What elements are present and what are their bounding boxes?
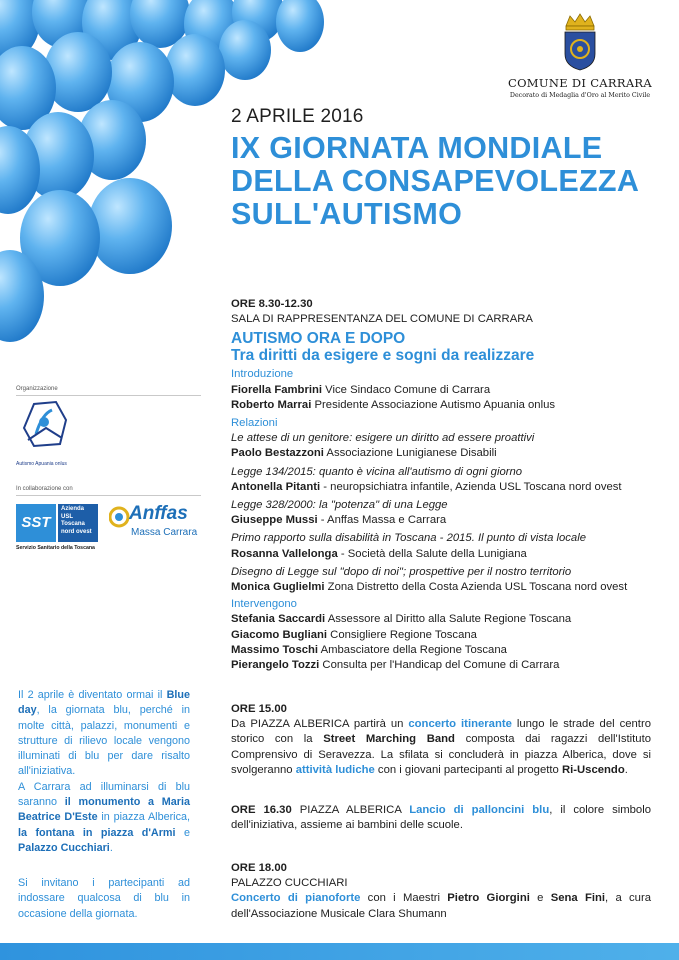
event-title	[231, 132, 639, 231]
talk-speaker	[231, 480, 651, 495]
talk-speaker	[231, 580, 651, 595]
blue-day-info	[18, 688, 190, 856]
logo-subtitle: Decorato di Medaglia d'Oro al Merito Civile	[509, 92, 651, 99]
title-line-2: DELLA CONSAPEVOLEZZA	[231, 164, 640, 198]
title-line-1: IX GIORNATA MONDIALE	[231, 131, 603, 165]
panel-speaker	[231, 628, 651, 643]
speaker-name: Pierangelo Tozzi	[231, 659, 320, 672]
anffas-name: Anffas	[129, 503, 188, 524]
panel-speaker	[231, 612, 651, 627]
session-description	[231, 891, 651, 921]
comune-logo	[505, 12, 655, 99]
talk-speaker	[231, 513, 651, 528]
talk-topic: Primo rapporto sulla disabilità in Toscana - 2015. Il punto di vista locale	[231, 532, 587, 545]
session-balloons	[231, 803, 651, 833]
org-label: Organizzazione	[16, 386, 58, 392]
speaker-name: Rosanna Vallelonga	[231, 547, 338, 560]
talk-topic: Legge 328/2000: la "potenza" di una Legge	[231, 499, 448, 512]
highlight: la fontana in piazza d'Armi	[18, 826, 176, 839]
highlight: Lancio di palloncini blu	[409, 804, 550, 816]
highlight: Concerto di pianoforte	[231, 892, 361, 905]
speaker-name: Massimo Toschi	[231, 643, 319, 656]
session-place: PALAZZO CUCCHIARI	[231, 877, 348, 890]
session-time: ORE 16.30	[231, 804, 292, 816]
session-evening	[231, 861, 651, 922]
talk-topic: Legge 134/2015: quanto è vicina all'autismo di ogni giorno	[231, 465, 523, 478]
speaker-name: Roberto Marrai	[231, 398, 312, 411]
speaker-role: - Anffas Massa e Carrara	[317, 514, 447, 527]
speaker-role: Zona Distretto della Costa Azienda USL Toscana nord ovest	[324, 581, 628, 594]
talk-speaker	[231, 547, 651, 562]
panel-speaker	[231, 643, 651, 658]
collab-label: In collaborazione con	[16, 486, 73, 492]
text: con i Maestri	[360, 892, 448, 905]
anffas-sub: Massa Carrara	[131, 527, 198, 538]
highlight: il monumento a Maria Beatrice D'Este	[18, 796, 190, 824]
highlight: attività ludiche	[295, 763, 375, 776]
session-time: ORE 15.00	[231, 703, 287, 715]
intervengono-label: Intervengono	[231, 598, 297, 611]
usl-logo	[16, 504, 100, 554]
session-morning	[231, 297, 651, 673]
performer-name: Pietro Giorgini	[447, 892, 530, 905]
divider	[16, 495, 201, 496]
session-description	[231, 717, 651, 778]
text: .	[109, 841, 113, 854]
highlight: Blue day	[18, 689, 190, 717]
usl-line: Toscana	[61, 521, 85, 527]
bottom-bar	[0, 943, 679, 960]
session-time: ORE 8.30-12.30	[231, 298, 313, 310]
speaker-role: Vice Sindaco Comune di Carrara	[322, 383, 491, 396]
talk-speaker	[231, 446, 651, 461]
text: .	[624, 763, 628, 776]
text: e	[175, 826, 190, 839]
usl-mark	[58, 504, 98, 542]
session-afternoon	[231, 702, 651, 778]
anffas-logo	[109, 503, 201, 545]
speaker-role: Associazione Lunigianese Disabili	[323, 447, 497, 460]
crest-icon	[560, 12, 600, 72]
text: PIAZZA ALBERICA	[291, 804, 410, 816]
speaker-role: Consigliere Regione Toscana	[327, 628, 477, 641]
intro-label: Introduzione	[231, 368, 294, 381]
text: lungo le strade del centro storico con la	[231, 718, 651, 746]
intro-item	[231, 383, 651, 398]
session-description	[231, 803, 651, 833]
highlight: Palazzo Cucchiari	[18, 841, 110, 854]
speaker-role: Ambasciatore della Regione Toscana	[318, 643, 507, 656]
speaker-name: Stefania Saccardi	[231, 613, 326, 626]
relazioni-label: Relazioni	[231, 417, 278, 430]
speaker-name: Giuseppe Mussi	[231, 514, 318, 527]
sst-caption: Servizio Sanitario della Toscana	[16, 545, 95, 551]
autismo-apuania-logo	[16, 398, 78, 467]
text: Da PIAZZA ALBERICA partirà un	[231, 718, 409, 731]
text: con i giovani partecipanti al progetto	[374, 763, 562, 776]
speaker-name: Fiorella Fambrini	[231, 383, 323, 396]
intro-item	[231, 398, 651, 413]
performer-name: Sena Fini	[550, 892, 606, 905]
event-date: 2 APRILE 2016	[231, 106, 364, 127]
autismo-logo-icon	[16, 398, 78, 456]
anffas-icon	[109, 505, 131, 529]
text: , la giornata blu, perché in molte città, palazzi, monumenti e strutture di rilievo locale vengono illuminati di blu per dare risalto all'iniziativa.	[18, 704, 190, 778]
text: Il 2 aprile è diventato ormai il	[18, 689, 167, 701]
speaker-role: Consulta per l'Handicap del Comune di Carrara	[319, 659, 560, 672]
speaker-name: Antonella Pitanti	[231, 480, 321, 493]
speaker-name: Giacomo Bugliani	[231, 628, 328, 641]
text: in piazza Alberica,	[97, 811, 190, 824]
usl-line: Azienda	[61, 506, 85, 512]
speaker-name: Monica Guglielmi	[231, 581, 325, 594]
sst-mark: SST	[16, 504, 56, 542]
usl-line: nord ovest	[61, 528, 92, 535]
panel-speaker	[231, 658, 651, 673]
session-subheading: Tra diritti da esigere e sogni da realizzare	[231, 347, 535, 365]
info-paragraph	[18, 780, 190, 856]
highlight: concerto itinerante	[408, 718, 512, 731]
text: composta dai ragazzi dell'Istituto Comprensivo di Seravezza. La sfilata si concluderà in piazza Alberica, dove si svolgeranno	[231, 733, 651, 776]
session-heading: AUTISMO ORA E DOPO	[231, 330, 406, 348]
divider	[16, 395, 201, 396]
text: A Carrara ad illuminarsi di blu saranno	[18, 780, 190, 809]
invite-text: Si invitano i partecipanti ad indossare qualcosa di blu in occasione della giornata.	[18, 877, 190, 920]
talk-topic: Le attese di un genitore: esigere un diritto ad essere proattivi	[231, 432, 535, 445]
text: , il colore simbolo dell'iniziativa, assieme ai bambini delle scuole.	[231, 804, 652, 832]
speaker-role: - neuropsichiatra infantile, Azienda USL Toscana nord ovest	[320, 480, 622, 493]
speaker-role: - Società della Salute della Lunigiana	[337, 547, 527, 560]
talk-topic: Disegno di Legge sul "dopo di noi"; prospettive per il nostro territorio	[231, 565, 572, 578]
speaker-name: Paolo Bestazzoni	[231, 447, 324, 460]
info-paragraph	[18, 688, 190, 780]
usl-line: USL	[61, 513, 73, 520]
logo-name: COMUNE DI CARRARA	[507, 76, 652, 90]
session-time: ORE 18.00	[231, 862, 287, 874]
title-line-3: SULL'AUTISMO	[231, 197, 463, 231]
session-place: SALA DI RAPPRESENTANZA DEL COMUNE DI CARRARA	[231, 313, 533, 326]
highlight: Ri-Uscendo	[561, 763, 625, 776]
speaker-role: Presidente Associazione Autismo Apuania onlus	[311, 398, 556, 411]
autismo-logo-text: Autismo Apuania onlus	[16, 461, 67, 467]
highlight: Street Marching Band	[323, 733, 455, 746]
text: e	[529, 892, 551, 905]
text: , a cura dell'Associazione Musicale Clara Shumann	[231, 892, 651, 920]
speaker-role: Assessore al Diritto alla Salute Regione Toscana	[325, 613, 572, 626]
